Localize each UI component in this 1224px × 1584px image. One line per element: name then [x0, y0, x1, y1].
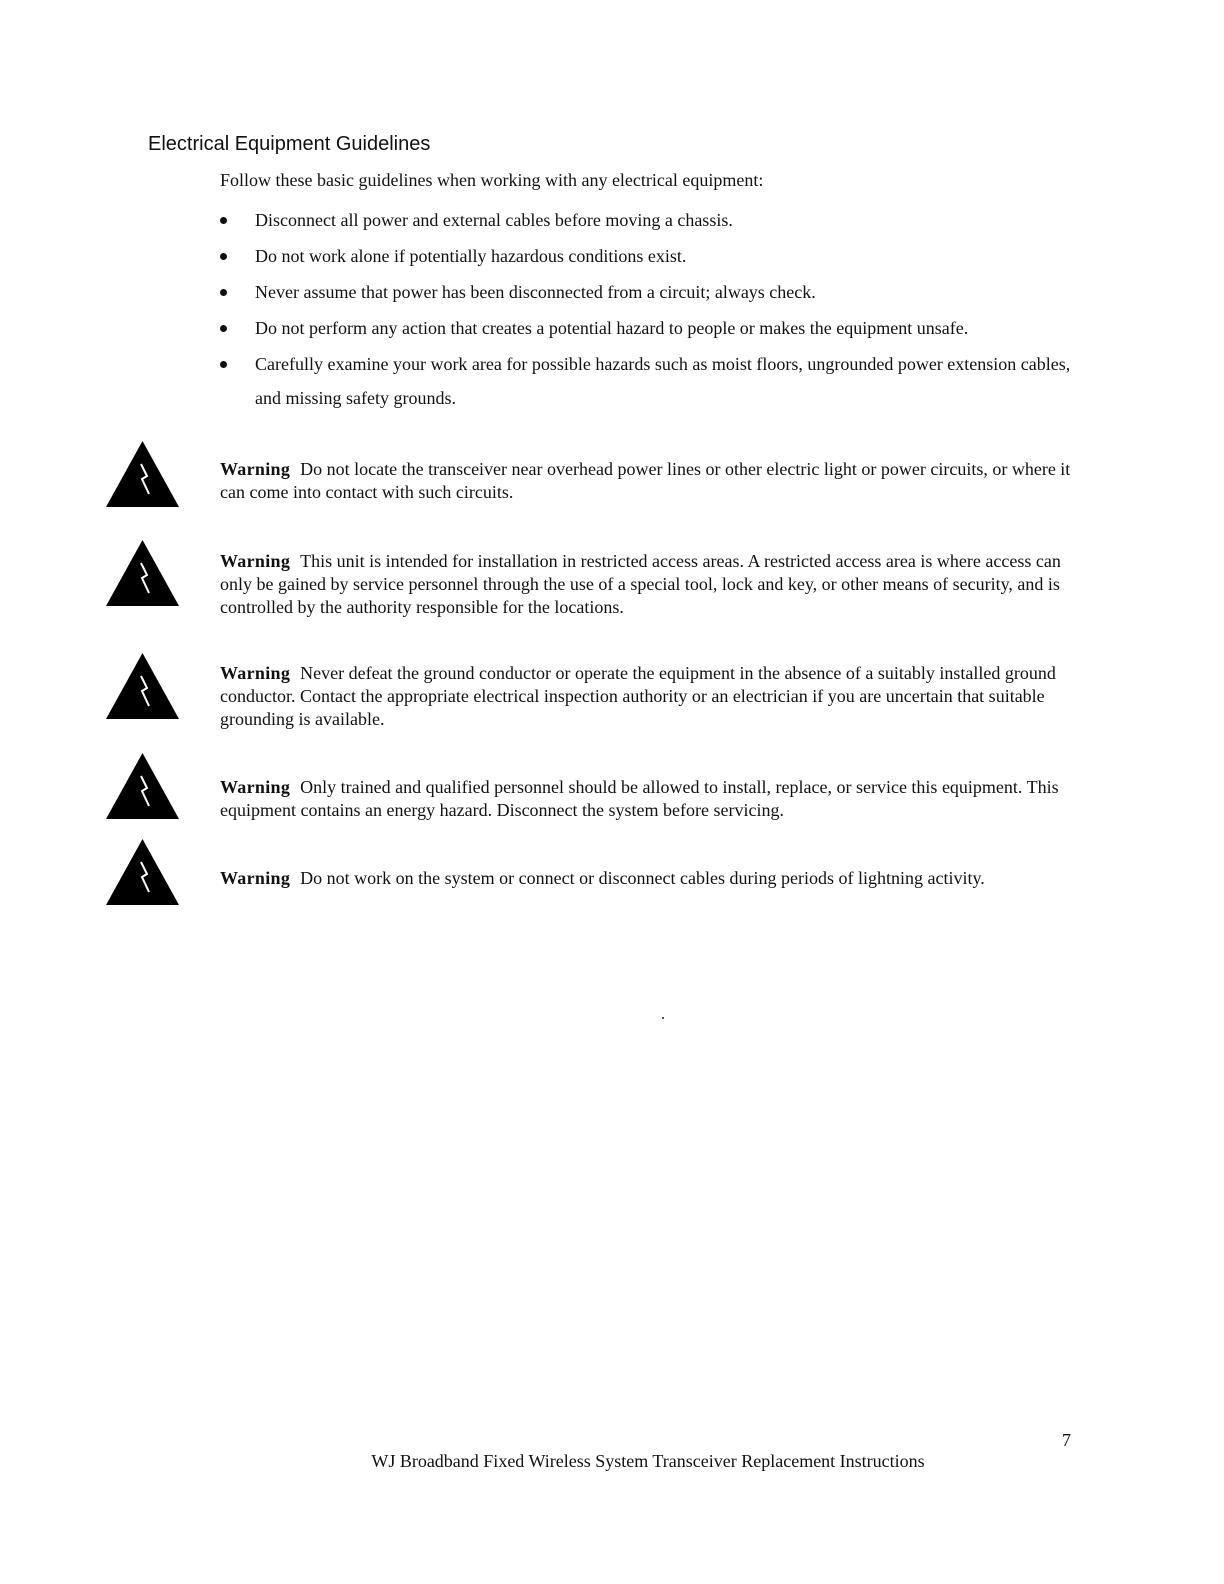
bullet-icon [220, 361, 227, 368]
warning-text-block [220, 776, 1080, 822]
electrical-hazard-icon [105, 752, 180, 820]
footer-title: WJ Broadband Fixed Wireless System Transceiver Replacement Instructions [371, 1451, 925, 1471]
bullet-icon [220, 217, 227, 224]
electrical-hazard-icon [105, 539, 180, 607]
warning-label: Warning [220, 777, 291, 797]
guidelines-list [217, 203, 1097, 417]
list-item [217, 203, 1097, 237]
warning-label: Warning [220, 663, 291, 683]
warning-label: Warning [220, 459, 291, 479]
list-item-text: Disconnect all power and external cables before moving a chassis. [255, 210, 733, 230]
bullet-icon [220, 289, 227, 296]
electrical-hazard-icon [105, 838, 180, 906]
warning-text: Never defeat the ground conductor or operate the equipment in the absence of a suitably installed ground conductor. Contact the appropriate electrical inspection authority or an electrician if you are uncertain that suitable grounding is available. [220, 663, 1056, 729]
page-number: 7 [1062, 1430, 1071, 1450]
list-item-text: Do not perform any action that creates a potential hazard to people or makes the equipment unsafe. [255, 318, 969, 338]
section-title: Electrical Equipment Guidelines [148, 133, 431, 155]
bullet-icon [220, 325, 227, 332]
warning-text: Only trained and qualified personnel should be allowed to install, replace, or service this equipment. This equipment contains an energy hazard. Disconnect the system before servicing. [220, 777, 1059, 820]
scan-speck [662, 1017, 664, 1019]
list-item [217, 347, 1097, 415]
list-item-text: Carefully examine your work area for possible hazards such as moist floors, ungrounded power extension cables, and missing safety grounds. [255, 354, 1071, 408]
list-item [217, 275, 1097, 309]
list-item [217, 311, 1097, 345]
list-item-text: Never assume that power has been disconnected from a circuit; always check. [255, 282, 816, 302]
warning-label: Warning [220, 551, 291, 571]
warning-text-block [220, 550, 1080, 619]
warning-text-block [220, 867, 1080, 890]
electrical-hazard-icon [105, 440, 180, 508]
warning-text: Do not locate the transceiver near overhead power lines or other electric light or power circuits, or where it can come into contact with such circuits. [220, 459, 1071, 502]
warning-text: This unit is intended for installation in restricted access areas. A restricted access area is where access can only be gained by service personnel through the use of a special tool, lock and key, or other means of security, and is controlled by the authority responsible for the locations. [220, 551, 1061, 617]
warning-text: Do not work on the system or connect or disconnect cables during periods of lightning activity. [300, 868, 985, 888]
list-item [217, 239, 1097, 273]
warning-text-block [220, 662, 1080, 731]
electrical-hazard-icon [105, 652, 180, 720]
bullet-icon [220, 253, 227, 260]
list-item-text: Do not work alone if potentially hazardous conditions exist. [255, 246, 687, 266]
intro-text: Follow these basic guidelines when working with any electrical equipment: [220, 170, 764, 190]
warning-label: Warning [220, 868, 291, 888]
warning-text-block [220, 458, 1080, 504]
